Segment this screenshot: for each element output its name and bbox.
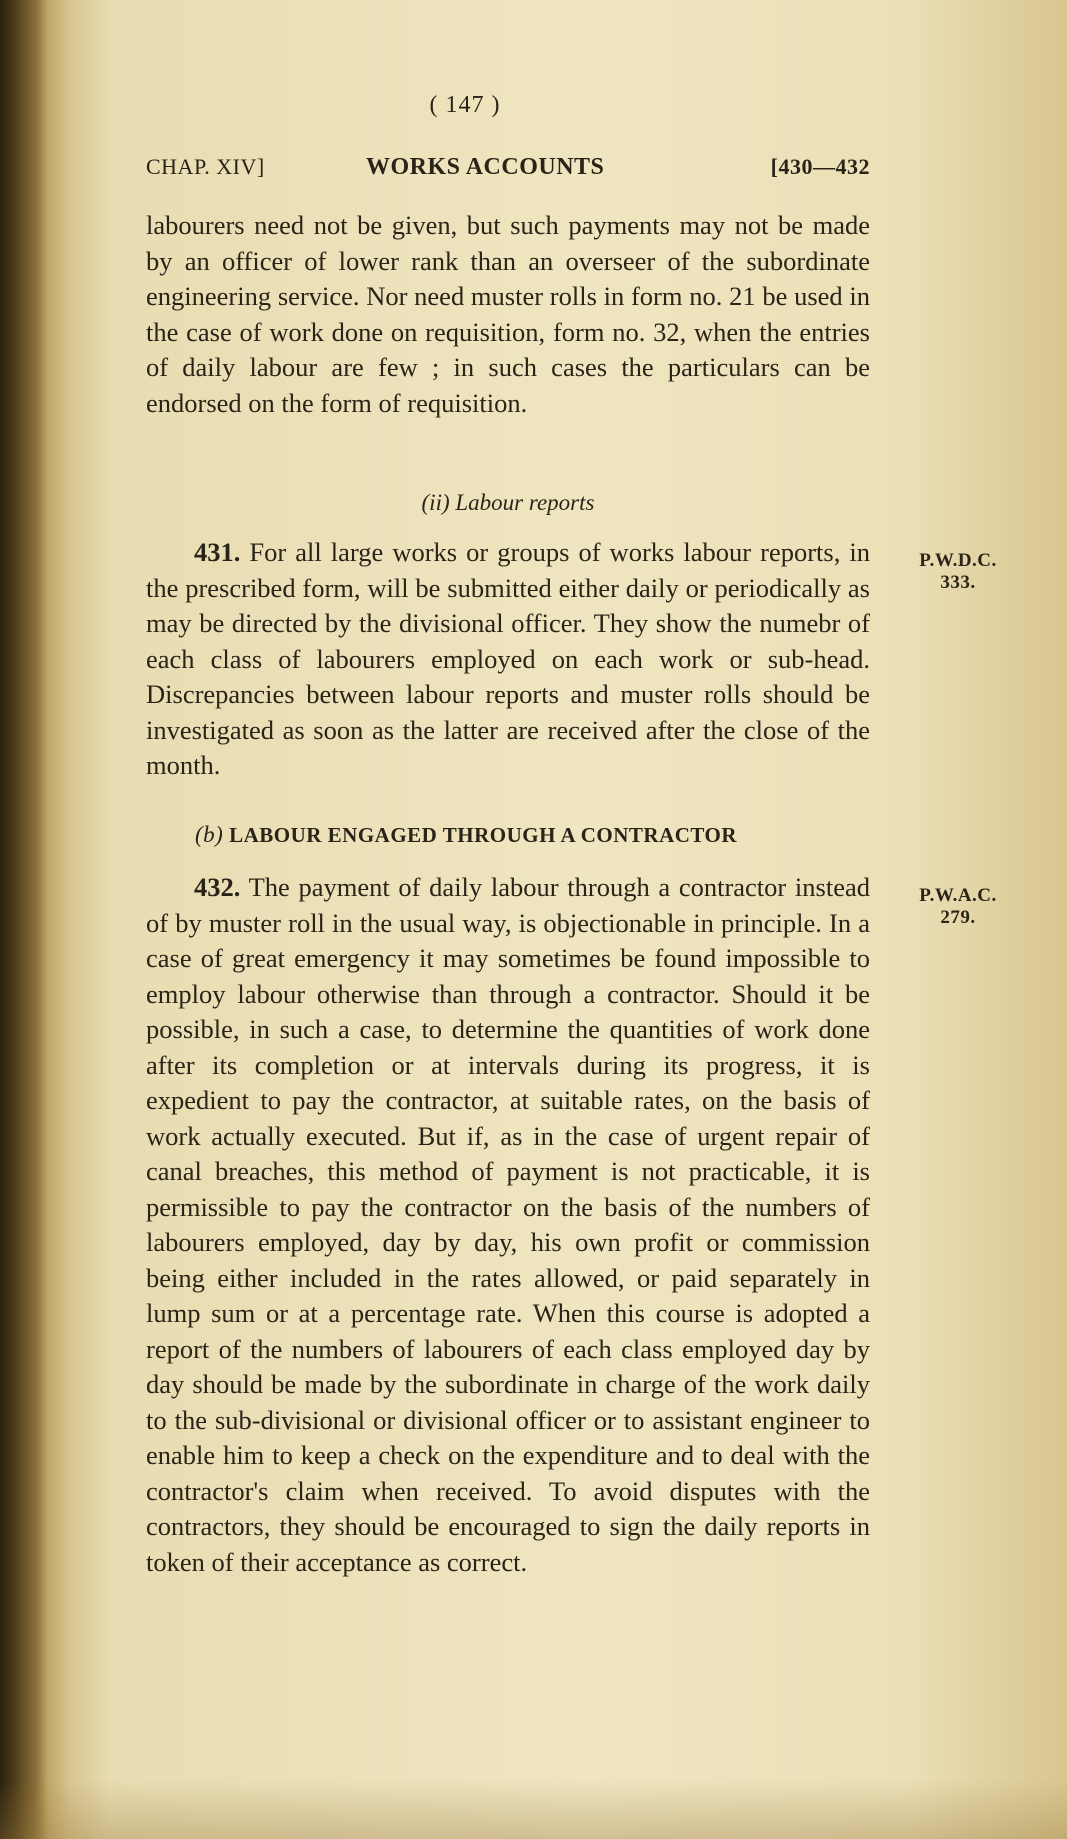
paragraph-432-text: The payment of daily labour through a contractor instead of by muster roll in the usual way, is objectionable in principle. In a case of great emergency it may sometimes be found impossible to employ labour otherwise than through a contractor. Should it be possible, in such a case, to determine the quantities of work done after its completion or at intervals during its progress, it is expedient to pay the contractor, at suitable rates, on the basis of work actually executed. But if, as in the case of urgent repair of canal breaches, this method of payment is not practicable, it is permissible to pay the contractor on the basis of the numbers of labourers employed, day by day, his own profit or commission being either included in the rates allowed, or paid separately in lump sum or at a percentage rate. When this course is adopted a report of the numbers of labourers of each class employed day by day should be made by the subordinate in charge of the work daily to the sub-divisional or divisional officer or to assistant engineer to enable him to keep a check on the expenditure and to deal with the contractor's claim when received. To avoid disputes with the contractors, they should be encouraged to sign the daily reports in token of their acceptance as correct.: [146, 872, 870, 1577]
running-head-title: WORKS ACCOUNTS: [366, 154, 605, 180]
section-heading-b-title: LABOUR ENGAGED THROUGH A CONTRACTOR: [223, 823, 738, 847]
running-head-range: [430—432: [770, 154, 870, 179]
running-head-chapter: CHAP. XIV]: [146, 154, 265, 179]
section-heading-b: [195, 822, 885, 848]
section-heading-b-letter: (b): [195, 822, 224, 847]
margin-note-432-ref: P.W.A.C.: [919, 885, 997, 906]
paragraph-431: [146, 535, 870, 784]
page-bottom-shade: [0, 1779, 1067, 1839]
margin-note-431: [888, 550, 1028, 594]
margin-note-432-page: 279.: [940, 907, 976, 928]
running-head: [146, 154, 870, 186]
subheading-labour-reports: (ii) Labour reports: [421, 490, 595, 515]
paragraph-431-number: 431.: [194, 537, 241, 567]
margin-note-431-ref: P.W.D.C.: [919, 550, 997, 571]
page-number: ( 147 ): [429, 92, 501, 118]
paragraph-continuation: labourers need not be given, but such payments may not be made by an officer of lower rank than an overseer of the subordinate engineering service. Nor need muster rolls in form no. 21 be used in the case of work done on requisition, form no. 32, when the entries of daily labour are few ; in such cases the particulars can be endorsed on the form of requisition.: [146, 210, 870, 418]
book-spine-shadow: [0, 0, 48, 1839]
margin-note-431-page: 333.: [940, 572, 976, 593]
paragraph-431-text: For all large works or groups of works labour reports, in the prescribed form, will be submitted either daily or periodically as may be directed by the divisional officer. They show the numebr of each class of labourers employed on each work or sub-head. Discrepancies between labour reports and muster rolls should be investigated as soon as the latter are received after the close of the month.: [146, 537, 870, 780]
margin-note-432: [888, 885, 1028, 929]
paragraph-432: [146, 870, 870, 1580]
paragraph-432-number: 432.: [194, 872, 241, 902]
